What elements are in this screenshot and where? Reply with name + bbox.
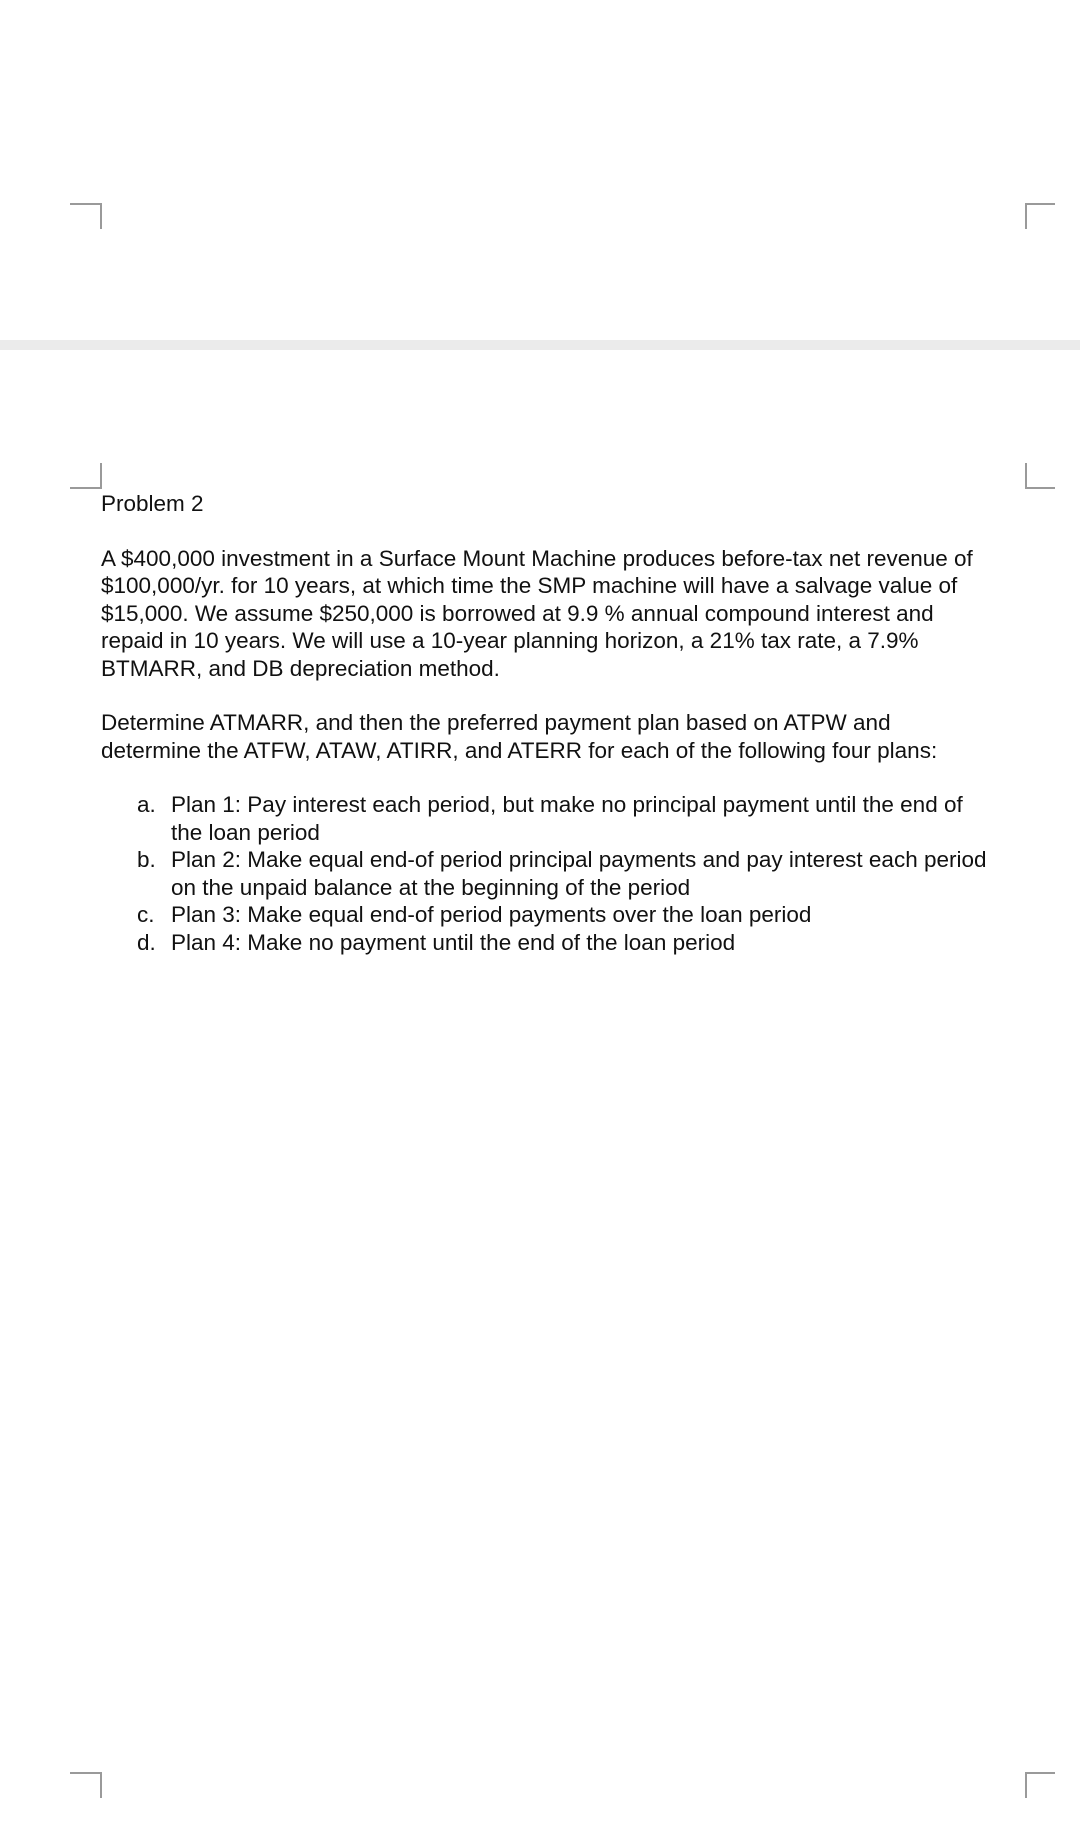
plan-text-line: Plan 4: Make no payment until the end of the loan period	[171, 929, 736, 955]
description-line: BTMARR, and DB depreciation method.	[101, 655, 500, 681]
plan-letter: c.	[137, 902, 155, 927]
problem-description	[101, 545, 1031, 683]
plan-text-line: the loan period	[171, 819, 320, 845]
plan-letter: a.	[137, 792, 156, 817]
instruction-line: determine the ATFW, ATAW, ATIRR, and ATERR for each of the following four plans:	[101, 737, 938, 763]
description-line: A $400,000 investment in a Surface Mount Machine produces before-tax net revenue of	[101, 545, 973, 571]
description-line: repaid in 10 years. We will use a 10-year planning horizon, a 21% tax rate, a 7.9%	[101, 628, 919, 653]
instruction-line: Determine ATMARR, and then the preferred payment plan based on ATPW and	[101, 710, 891, 735]
plan-letter: d.	[137, 929, 156, 955]
plan-item	[137, 929, 1031, 957]
plan-list	[101, 791, 1031, 956]
plan-letter: b.	[137, 847, 156, 872]
plan-text-line: Plan 3: Make equal end-of period payments over the loan period	[171, 902, 812, 927]
previous-page	[0, 0, 1080, 340]
plan-item	[137, 846, 1031, 901]
plan-text-line: Plan 1: Pay interest each period, but make no principal payment until the end of	[171, 792, 963, 817]
plan-text-line: on the unpaid balance at the beginning of the period	[171, 874, 691, 900]
plan-item	[137, 791, 1031, 846]
page-separator	[0, 340, 1080, 350]
problem-title: Problem 2	[101, 491, 204, 516]
description-line: $100,000/yr. for 10 years, at which time the SMP machine will have a salvage value of	[101, 573, 958, 598]
plan-item	[137, 901, 1031, 929]
problem-instructions	[101, 709, 1031, 764]
description-line: $15,000. We assume $250,000 is borrowed at 9.9 % annual compound interest and	[101, 600, 934, 626]
document-body	[101, 490, 1031, 956]
plan-text-line: Plan 2: Make equal end-of period principal payments and pay interest each period	[171, 847, 987, 872]
